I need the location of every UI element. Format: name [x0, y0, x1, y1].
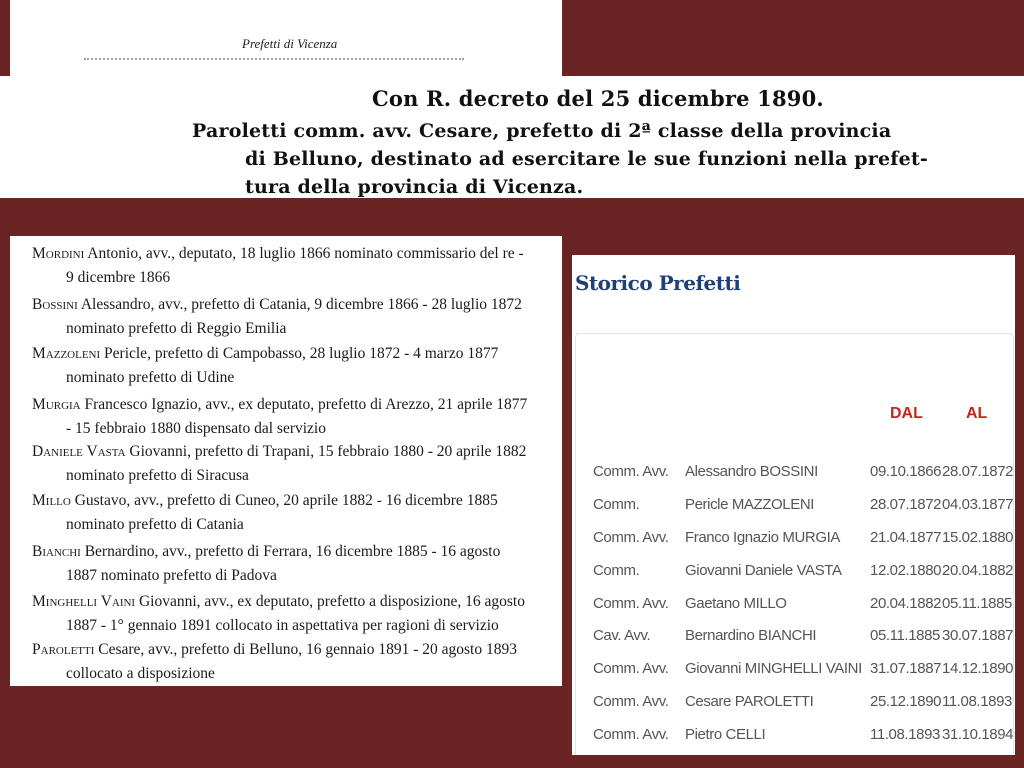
cell-dal: 05.11.1885: [870, 627, 940, 644]
decree-clipping: [0, 76, 1024, 198]
decree-heading: Con R. decreto del 25 dicembre 1890.: [372, 86, 824, 111]
entry-text: Francesco Ignazio, avv., ex deputato, prefetto di Arezzo, 21 aprile 1877: [80, 396, 528, 413]
entry-continuation: 9 dicembre 1866: [66, 269, 171, 286]
cell-dal: 09.10.1866: [870, 463, 942, 480]
decree-line: di Belluno, destinato ad esercitare le sue funzioni nella prefet-: [245, 148, 929, 170]
list-item: [32, 242, 552, 290]
entry-continuation: 1887 nominato prefetto di Padova: [66, 567, 277, 584]
table-row: [572, 660, 1015, 692]
cell-nome: Giovanni Daniele VASTA: [685, 562, 842, 579]
cell-al: 30.07.1887: [942, 627, 1014, 644]
entry-text: Gustavo, avv., prefetto di Cuneo, 20 aprile 1882 - 16 dicembre 1885: [70, 492, 498, 509]
entry-continuation: nominato prefetto di Siracusa: [66, 467, 249, 484]
cell-al: 31.10.1894: [942, 726, 1014, 743]
entry-text: Pericle, prefetto di Campobasso, 28 luglio 1872 - 4 marzo 1877: [100, 345, 499, 362]
entry-surname: Paroletti: [32, 641, 95, 658]
cell-al: 05.11.1885: [942, 595, 1012, 612]
list-item: [32, 590, 552, 638]
list-item: [32, 540, 552, 588]
cell-titolo: Comm. Avv.: [593, 693, 669, 710]
top-scan-snippet: [10, 0, 562, 76]
cell-titolo: Comm.: [593, 562, 640, 579]
entry-text: Bernardino, avv., prefetto di Ferrara, 16 dicembre 1885 - 16 agosto: [80, 543, 501, 560]
cell-titolo: Comm. Avv.: [593, 595, 669, 612]
list-item: [32, 638, 552, 686]
cell-nome: Franco Ignazio MURGIA: [685, 529, 840, 546]
cell-nome: Giovanni MINGHELLI VAINI: [685, 660, 862, 677]
column-header-dal: DAL: [890, 405, 923, 422]
cell-dal: 21.04.1877: [870, 529, 942, 546]
cell-titolo: Comm. Avv.: [593, 529, 669, 546]
entry-continuation: - 15 febbraio 1880 dispensato dal servizio: [66, 420, 326, 437]
entry-surname: Bossini: [32, 296, 78, 313]
cell-dal: 12.02.1880: [870, 562, 942, 579]
cell-al: 04.03.1877: [942, 496, 1014, 513]
entry-text: Giovanni, avv., ex deputato, prefetto a disposizione, 16 agosto: [135, 593, 525, 610]
cell-titolo: Comm. Avv.: [593, 463, 669, 480]
list-item: [32, 293, 552, 341]
entry-continuation: nominato prefetto di Udine: [66, 369, 235, 386]
storico-title: Storico Prefetti: [575, 271, 741, 295]
scan-title: Prefetti di Vicenza: [242, 36, 338, 51]
entry-continuation: collocato a disposizione: [66, 665, 215, 682]
decree-line: tura della provincia di Vicenza.: [245, 176, 584, 198]
entry-surname: Mordini: [32, 245, 85, 262]
cell-dal: 31.07.1887: [870, 660, 942, 677]
table-row: [572, 496, 1015, 528]
scan-cropped-line: [84, 58, 464, 66]
list-item: [32, 440, 552, 488]
cell-nome: Pietro CELLI: [685, 726, 766, 743]
decree-line: Paroletti comm. avv. Cesare, prefetto di 2ª classe della provincia: [192, 120, 892, 142]
cell-al: 15.02.1880: [942, 529, 1014, 546]
cell-nome: Gaetano MILLO: [685, 595, 787, 612]
cell-titolo: Cav. Avv.: [593, 627, 651, 644]
list-item: [32, 393, 552, 441]
cell-dal: 28.07.1872: [870, 496, 942, 513]
entry-text: Alessandro, avv., prefetto di Catania, 9 dicembre 1866 - 28 luglio 1872: [77, 296, 522, 313]
table-row: [572, 463, 1015, 495]
entry-surname: Daniele Vasta: [32, 443, 126, 460]
table-row: [572, 595, 1015, 627]
cell-titolo: Comm. Avv.: [593, 726, 669, 743]
cell-al: 28.07.1872: [942, 463, 1014, 480]
table-row: [572, 529, 1015, 561]
prefects-list-scan: [10, 236, 562, 686]
entry-surname: Murgia: [32, 396, 81, 413]
cell-titolo: Comm.: [593, 496, 640, 513]
cell-al: 20.04.1882: [942, 562, 1014, 579]
cell-nome: Cesare PAROLETTI: [685, 693, 814, 710]
cell-nome: Pericle MAZZOLENI: [685, 496, 815, 513]
entry-surname: Mazzoleni: [32, 345, 101, 362]
cell-al: 14.12.1890: [942, 660, 1014, 677]
cell-al: 11.08.1893: [942, 693, 1012, 710]
cell-nome: Alessandro BOSSINI: [685, 463, 818, 480]
cell-dal: 20.04.1882: [870, 595, 942, 612]
entry-surname: Bianchi: [32, 543, 81, 560]
table-row: [572, 562, 1015, 594]
storico-prefetti-panel: [572, 255, 1015, 755]
column-header-al: AL: [966, 405, 988, 422]
entry-surname: Millo: [32, 492, 71, 509]
entry-surname: Minghelli Vaini: [32, 593, 136, 610]
cell-dal: 11.08.1893: [870, 726, 940, 743]
table-row: [572, 693, 1015, 725]
entry-continuation: 1887 - 1° gennaio 1891 collocato in aspettativa per ragioni di servizio: [66, 617, 499, 634]
entry-continuation: nominato prefetto di Catania: [66, 516, 244, 533]
cell-dal: 25.12.1890: [870, 693, 942, 710]
entry-text: Antonio, avv., deputato, 18 luglio 1866 nominato commissario del re -: [84, 245, 524, 262]
entry-text: Cesare, avv., prefetto di Belluno, 16 gennaio 1891 - 20 agosto 1893: [94, 641, 517, 658]
list-item: [32, 489, 552, 537]
cell-nome: Bernardino BIANCHI: [685, 627, 817, 644]
table-row: [572, 726, 1015, 755]
list-item: [32, 342, 552, 390]
entry-continuation: nominato prefetto di Reggio Emilia: [66, 320, 287, 337]
table-row: [572, 627, 1015, 659]
cell-titolo: Comm. Avv.: [593, 660, 669, 677]
entry-text: Giovanni, prefetto di Trapani, 15 febbraio 1880 - 20 aprile 1882: [125, 443, 527, 460]
